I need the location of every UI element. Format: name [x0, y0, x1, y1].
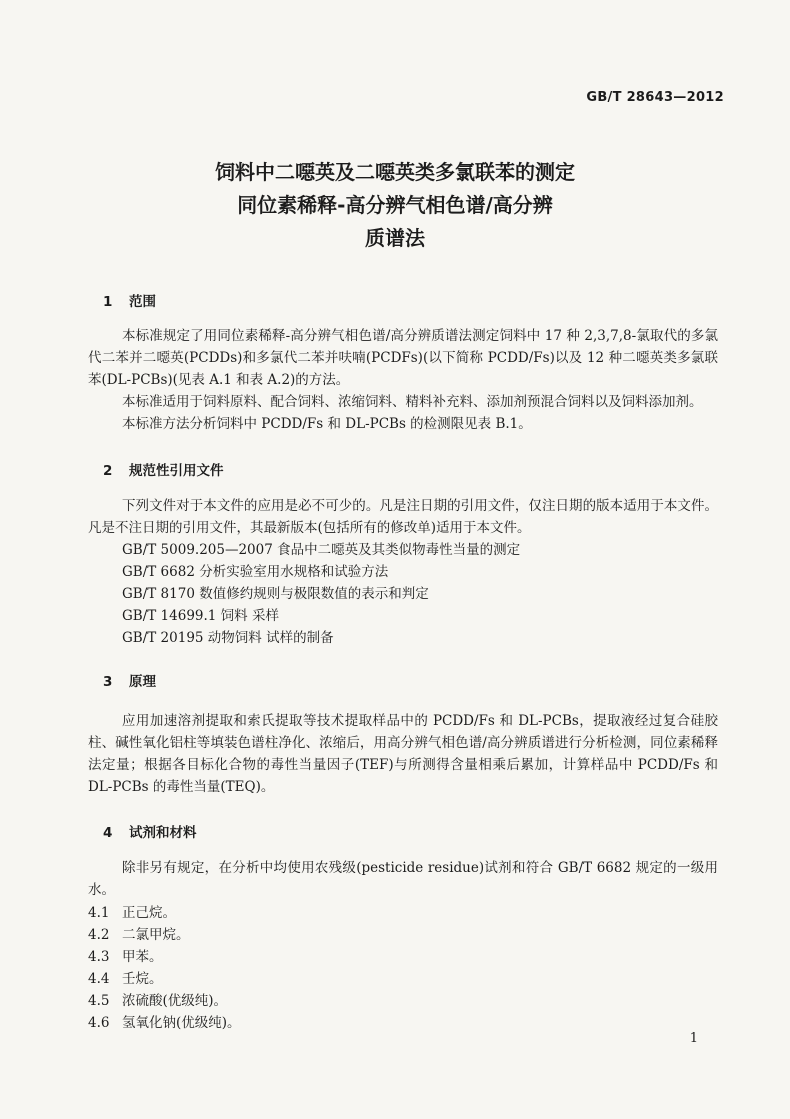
section-2-paragraph-1: 下列文件对于本文件的应用是必不可少的。凡是注日期的引用文件，仅注日期的版本适用于本文件。凡是不注日期的引用文件，其最新版本(包括所有的修改单)适用于本文件。 — [88, 498, 718, 536]
document-title — [0, 156, 790, 255]
section-3-paragraph-1: 应用加速溶剂提取和索氏提取等技术提取样品中的 PCDD/Fs 和 DL-PCBs，提取液经过复合硅胶柱、碱性氧化铝柱等填装色谱柱净化、浓缩后，用高分辨气相色谱/高分辨质谱进行分析检测，同位素稀释法定量；根据各目标化合物的毒性当量因子(TEF)与所测得含量相乘后累加，计算样品中 PCDD/Fs 和 DL-PCBs 的毒性当量(TEQ)。 — [88, 713, 718, 795]
section-1-paragraph-1: 本标准规定了用同位素稀释-高分辨气相色谱/高分辨质谱法测定饲料中 17 种 2,3,7,8-氯取代的多氯代二苯并二噁英(PCDDs)和多氯代二苯并呋喃(PCDFs)(以下简称 PCDD/Fs)以及 12 种二噁英类多氯联苯(DL-PCBs)(见表 A.1 和表 A.2)的方法。 — [88, 328, 718, 388]
item-text: 正己烷。 — [122, 905, 176, 921]
section-4-paragraph-1: 除非另有规定，在分析中均使用农残级(pesticide residue)试剂和符合 GB/T 6682 规定的一级用水。 — [88, 860, 718, 898]
reagent-item — [88, 946, 688, 968]
reagent-item — [88, 1012, 688, 1034]
section-title: 范围 — [129, 294, 156, 310]
item-number: 4.5 — [88, 993, 110, 1009]
section-4-heading — [103, 821, 197, 841]
section-title: 试剂和材料 — [129, 825, 197, 841]
section-number: 2 — [103, 463, 113, 479]
item-number: 4.3 — [88, 949, 110, 965]
section-title: 原理 — [129, 674, 156, 690]
section-3-heading — [103, 670, 156, 690]
item-number: 4.1 — [88, 905, 110, 921]
title-line-1: 饲料中二噁英及二噁英类多氯联苯的测定 — [215, 160, 575, 184]
item-text: 浓硫酸(优级纯)。 — [122, 993, 228, 1009]
section-number: 3 — [103, 674, 113, 690]
normative-references-list — [122, 539, 722, 649]
section-1-paragraph-2: 本标准适用于饲料原料、配合饲料、浓缩饲料、精料补充料、添加剂预混合饲料以及饲料添加剂。 — [122, 394, 703, 410]
title-line-2: 同位素稀释-高分辨气相色谱/高分辨 — [237, 193, 553, 217]
section-number: 4 — [103, 825, 113, 841]
standard-code: GB/T 28643—2012 — [586, 90, 724, 105]
section-title: 规范性引用文件 — [129, 463, 224, 479]
reagent-item — [88, 902, 688, 924]
title-line-3: 质谱法 — [365, 226, 425, 250]
item-text: 壬烷。 — [122, 971, 163, 987]
section-number: 1 — [103, 294, 113, 310]
page-number: 1 — [689, 1031, 698, 1046]
section-1-heading — [103, 290, 156, 310]
item-number: 4.4 — [88, 971, 110, 987]
item-text: 二氯甲烷。 — [122, 927, 190, 943]
reference-item: GB/T 8170 数值修约规则与极限数值的表示和判定 — [122, 586, 429, 602]
item-text: 氢氧化钠(优级纯)。 — [122, 1015, 241, 1031]
item-text: 甲苯。 — [122, 949, 163, 965]
reference-item: GB/T 6682 分析实验室用水规格和试验方法 — [122, 564, 389, 580]
reference-item: GB/T 5009.205—2007 食品中二噁英及其类似物毒性当量的测定 — [122, 542, 521, 558]
reference-item: GB/T 20195 动物饲料 试样的制备 — [122, 630, 334, 646]
reagent-list — [88, 902, 688, 1034]
section-2-heading — [103, 459, 224, 479]
reagent-item — [88, 990, 688, 1012]
item-number: 4.2 — [88, 927, 110, 943]
section-1-paragraph-3: 本标准方法分析饲料中 PCDD/Fs 和 DL-PCBs 的检测限见表 B.1。 — [122, 416, 532, 432]
reagent-item — [88, 924, 688, 946]
reference-item: GB/T 14699.1 饲料 采样 — [122, 608, 279, 624]
item-number: 4.6 — [88, 1015, 110, 1031]
reagent-item — [88, 968, 688, 990]
